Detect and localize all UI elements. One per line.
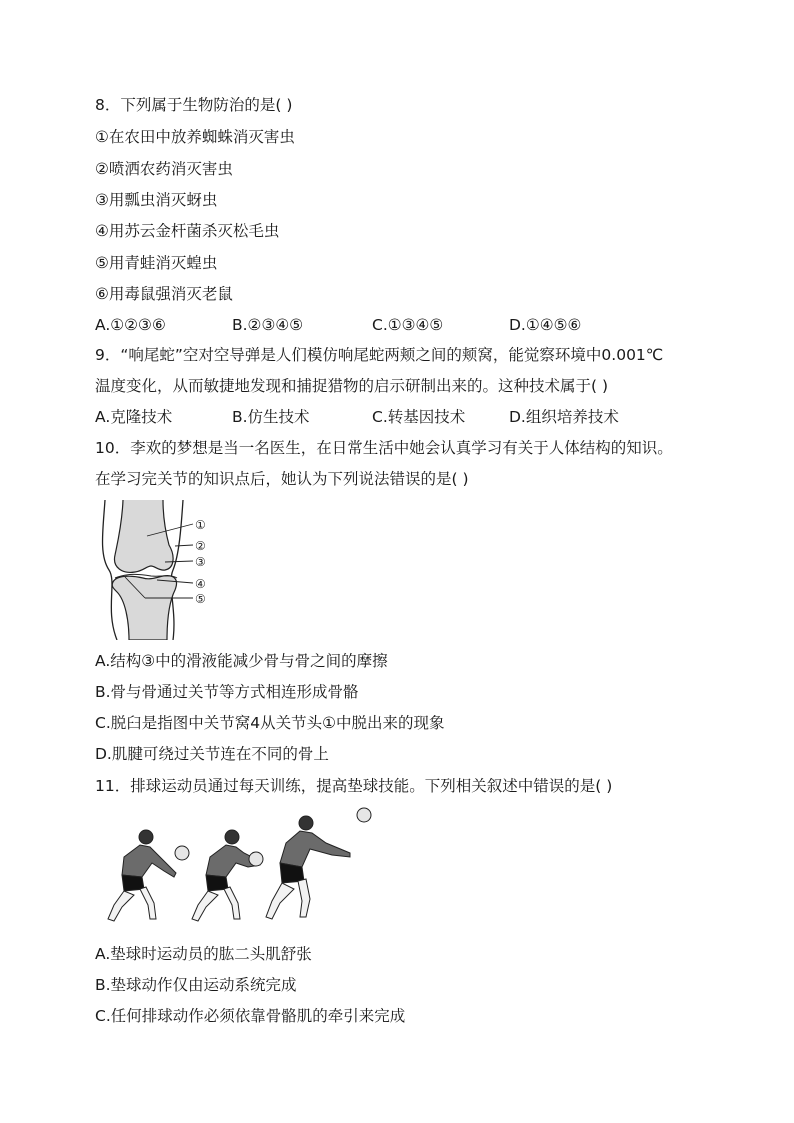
q8-item-3: ③用瓢虫消灭蚜虫: [95, 191, 218, 209]
volleyball-figure: [100, 805, 380, 930]
q8-options: [95, 315, 715, 335]
player-3: [266, 816, 350, 919]
q8-stem: 8．下列属于生物防治的是( ): [95, 96, 293, 114]
q8-option-d: D.①④⑤⑥: [509, 316, 582, 334]
volleyball-icon-3: [357, 808, 371, 822]
q9-option-c: C.转基因技术: [372, 408, 466, 426]
volleyball-icon-2: [249, 852, 263, 866]
player-2: [192, 830, 260, 921]
figure-label-1: ①: [195, 518, 206, 532]
knee-joint-diagram: [95, 500, 225, 640]
q8-item-5: ⑤用青蛙消灭蝗虫: [95, 254, 218, 272]
volleyball-icon-1: [175, 846, 189, 860]
q9-option-b: B.仿生技术: [232, 408, 310, 426]
volleyball-players-illustration: [100, 805, 380, 930]
q8-option-b: B.②③④⑤: [232, 316, 304, 334]
q9-options: [95, 407, 715, 427]
q10-option-d: D.肌腱可绕过关节连在不同的骨上: [95, 745, 329, 763]
q8-item-1: ①在农田中放养蜘蛛消灭害虫: [95, 128, 295, 146]
q9-option-a: A.克隆技术: [95, 408, 173, 426]
figure-label-4: ④: [195, 577, 206, 591]
q8-option-c: C.①③④⑤: [372, 316, 444, 334]
q8-item-2: ②喷洒农药消灭害虫: [95, 160, 233, 178]
q8-item-6: ⑥用毒鼠强消灭老鼠: [95, 285, 233, 303]
q10-stem-line1: 10．李欢的梦想是当一名医生，在日常生活中她会认真学习有关于人体结构的知识。: [95, 439, 673, 457]
figure-label-2: ②: [195, 539, 206, 553]
q11-option-b: B.垫球动作仅由运动系统完成: [95, 976, 297, 994]
q8-option-a: A.①②③⑥: [95, 316, 166, 334]
q11-option-c: C.任何排球动作必须依靠骨骼肌的牵引来完成: [95, 1007, 406, 1025]
q10-stem-line2: 在学习完关节的知识点后，她认为下列说法错误的是( ): [95, 470, 469, 488]
q8-item-4: ④用苏云金杆菌杀灭松毛虫: [95, 222, 280, 240]
q11-stem: 11．排球运动员通过每天训练，提高垫球技能。下列相关叙述中错误的是( ): [95, 777, 613, 795]
q10-option-b: B.骨与骨通过关节等方式相连形成骨骼: [95, 683, 359, 701]
figure-label-5: ⑤: [195, 592, 206, 606]
player-1: [108, 830, 176, 921]
knee-joint-figure: [95, 500, 225, 640]
q9-stem-line1: 9．“响尾蛇”空对空导弹是人们模仿响尾蛇两颊之间的颊窝，能觉察环境中0.001℃: [95, 346, 664, 364]
q9-option-d: D.组织培养技术: [509, 408, 619, 426]
q11-option-a: A.垫球时运动员的肱二头肌舒张: [95, 945, 312, 963]
q9-stem-line2: 温度变化，从而敏捷地发现和捕捉猎物的启示研制出来的。这种技术属于( ): [95, 377, 609, 395]
figure-label-3: ③: [195, 555, 206, 569]
q10-option-c: C.脱臼是指图中关节窝4从关节头①中脱出来的现象: [95, 714, 445, 732]
q10-option-a: A.结构③中的滑液能减少骨与骨之间的摩擦: [95, 652, 388, 670]
